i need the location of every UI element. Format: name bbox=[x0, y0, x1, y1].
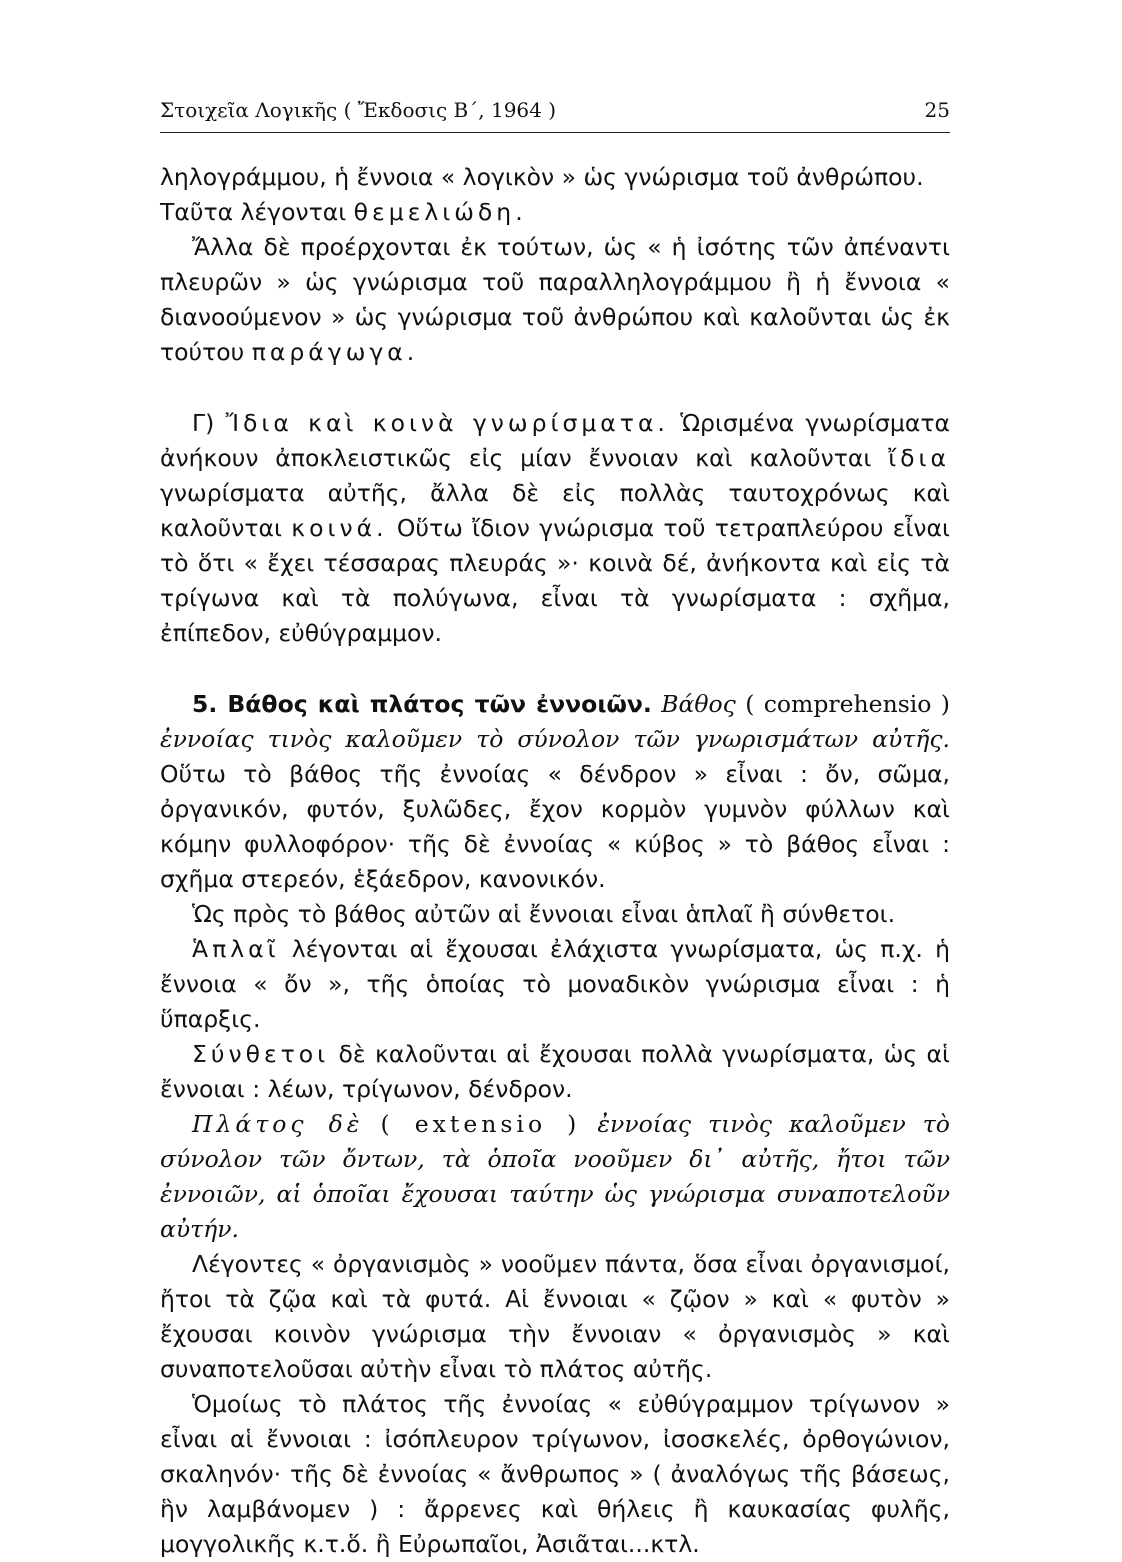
term-vathos: Βάθος bbox=[661, 690, 736, 718]
term-themeliodi: θεμελιώδη. bbox=[353, 198, 527, 226]
paragraph-3 bbox=[160, 406, 950, 651]
paragraph-8 bbox=[160, 1107, 950, 1247]
paragraph-5: Ὡς πρὸς τὸ βάθος αὐτῶν αἱ ἔννοιαι εἶναι ἁπλαῖ ἢ σύνθετοι. bbox=[192, 900, 896, 928]
running-header bbox=[160, 98, 950, 133]
p2-text: Ἄλλα δὲ προέρχονται ἐκ τούτων, ὡς « ἡ ἰσότης τῶν ἀπέναντι πλευρῶν » ὡς γνώρισμα τοῦ παραλληλογράμμου ἢ ἡ ἔννοια « διανοούμενον » ὡς γνώρισμα τοῦ ἀνθρώπου καὶ καλοῦνται ὡς ἐκ τούτου bbox=[160, 233, 950, 366]
p4-text: Οὕτω τὸ βάθος τῆς ἐννοίας « δένδρον » εἶναι : ὄν, σῶμα, ὀργανικόν, φυτόν, ξυλῶδες, ἔχον κορμὸν γυμνὸν φύλλων καὶ κόμην φυλλοφόρον· τῆς δὲ ἐννοίας « κύβος » τὸ βάθος εἶναι : σχῆμα στερεόν, ἑξάεδρον, κανονικόν. bbox=[160, 760, 950, 893]
section-title: Ἴδια καὶ κοινὰ γνωρίσματα. bbox=[225, 409, 669, 437]
paragraph-1 bbox=[160, 160, 950, 230]
section-label: Γ) bbox=[192, 409, 215, 437]
book-title: Στοιχεῖα Λογικῆς ( Ἔκδοσις Β΄, 1964 ) bbox=[160, 98, 557, 122]
p1-line2a: Ταῦτα λέγονται bbox=[160, 198, 347, 226]
page-body bbox=[160, 160, 950, 1562]
p7-text: δὲ καλοῦνται αἱ ἔχουσαι πολλὰ γνωρίσματα, ὡς αἱ ἔννοιαι : λέων, τρίγωνον, δένδρον. bbox=[160, 1040, 950, 1103]
term-aplai: Ἁπλαῖ bbox=[192, 935, 280, 963]
term-paragoga: παράγωγα. bbox=[251, 338, 419, 366]
latin-extensio: ( extensio ) bbox=[380, 1110, 581, 1138]
page-number: 25 bbox=[924, 98, 950, 122]
term-syntheta: Σύνθετοι bbox=[192, 1040, 330, 1068]
definition-platos: ἐννοίας τινὸς καλοῦμεν τὸ σύνολον τῶν ὄντων, τὰ ὁποῖα νοοῦμεν δι᾽ αὐτῆς, ἤτοι τῶν ἐννοιῶν, αἱ ὁποῖαι ἔχουσαι ταύτην ὡς γνώρισμα συναποτελοῦν αὐτήν. bbox=[160, 1110, 950, 1243]
paragraph-10: Ὁμοίως τὸ πλάτος τῆς ἐννοίας « εὐθύγραμμον τρίγωνον » εἶναι αἱ ἔννοιαι : ἰσόπλευρον τρίγωνον, ἰσοσκελές, ὀρθογώνιον, σκαληνόν· τῆς δὲ ἐννοίας « ἄνθρωπος » ( ἀναλόγως τῆς βάσεως, ἣν λαμβάνομεν ) : ἄρρενες καὶ θήλεις ἢ καυκασίας φυλῆς, μογγολικῆς κ.τ.ὅ. ἢ Εὐρωπαῖοι, Ἀσιᾶται...κτλ. bbox=[160, 1390, 950, 1558]
term-platos: Πλάτος δὲ bbox=[192, 1110, 364, 1138]
paragraph-6 bbox=[160, 932, 950, 1037]
p1-line1: ληλογράμμου, ἡ ἔννοια « λογικὸν » ὡς γνώρισμα τοῦ ἀνθρώπου. bbox=[160, 163, 924, 191]
paragraph-2 bbox=[160, 230, 950, 370]
section-heading: 5. Βάθος καὶ πλάτος τῶν ἐννοιῶν. bbox=[192, 690, 652, 718]
paragraph-9: Λέγοντες « ὀργανισμὸς » νοοῦμεν πάντα, ὅσα εἶναι ὀργανισμοί, ἤτοι τὰ ζῷα καὶ τὰ φυτά. Αἱ ἔννοιαι « ζῷον » καὶ « φυτὸν » ἔχουσαι κοινὸν γνώρισμα τὴν ἔννοιαν « ὀργανισμὸς » καὶ συναποτελοῦσαι αὐτὴν εἶναι τὸ πλάτος αὐτῆς. bbox=[160, 1250, 950, 1383]
p3-text3: Οὕτω ἴδιον γνώρισμα τοῦ τετραπλεύρου εἶναι τὸ ὅτι « ἔχει τέσσαρας πλευράς »· κοινὰ δέ, ἀνήκοντα καὶ εἰς τὰ τρίγωνα καὶ τὰ πολύγωνα, εἶναι τὰ γνωρίσματα : σχῆμα, ἐπίπεδον, εὐθύγραμμον. bbox=[160, 514, 950, 647]
p3-text1: Ὡρισμένα γνωρίσματα ἀνήκουν ἀποκλειστικῶς εἰς μίαν ἔννοιαν καὶ καλοῦνται bbox=[160, 409, 950, 472]
definition-vathos: ἐννοίας τινὸς καλοῦμεν τὸ σύνολον τῶν γνωρισμάτων αὐτῆς. bbox=[160, 725, 950, 753]
p6-text: λέγονται αἱ ἔχουσαι ἐλάχιστα γνωρίσματα, ὡς π.χ. ἡ ἔννοια « ὄν », τῆς ὁποίας τὸ μοναδικὸν γνώρισμα εἶναι : ἡ ὕπαρξις. bbox=[160, 935, 950, 1033]
term-idia: ἴδια bbox=[888, 444, 950, 472]
paragraph-4 bbox=[160, 687, 950, 897]
p3-text2: γνωρίσματα αὐτῆς, ἄλλα δὲ εἰς πολλὰς ταυτοχρόνως καὶ καλοῦνται bbox=[160, 479, 950, 542]
latin-comprehensio: ( comprehensio ) bbox=[745, 690, 950, 718]
paragraph-7 bbox=[160, 1037, 950, 1107]
term-koina: κοινά. bbox=[291, 514, 388, 542]
